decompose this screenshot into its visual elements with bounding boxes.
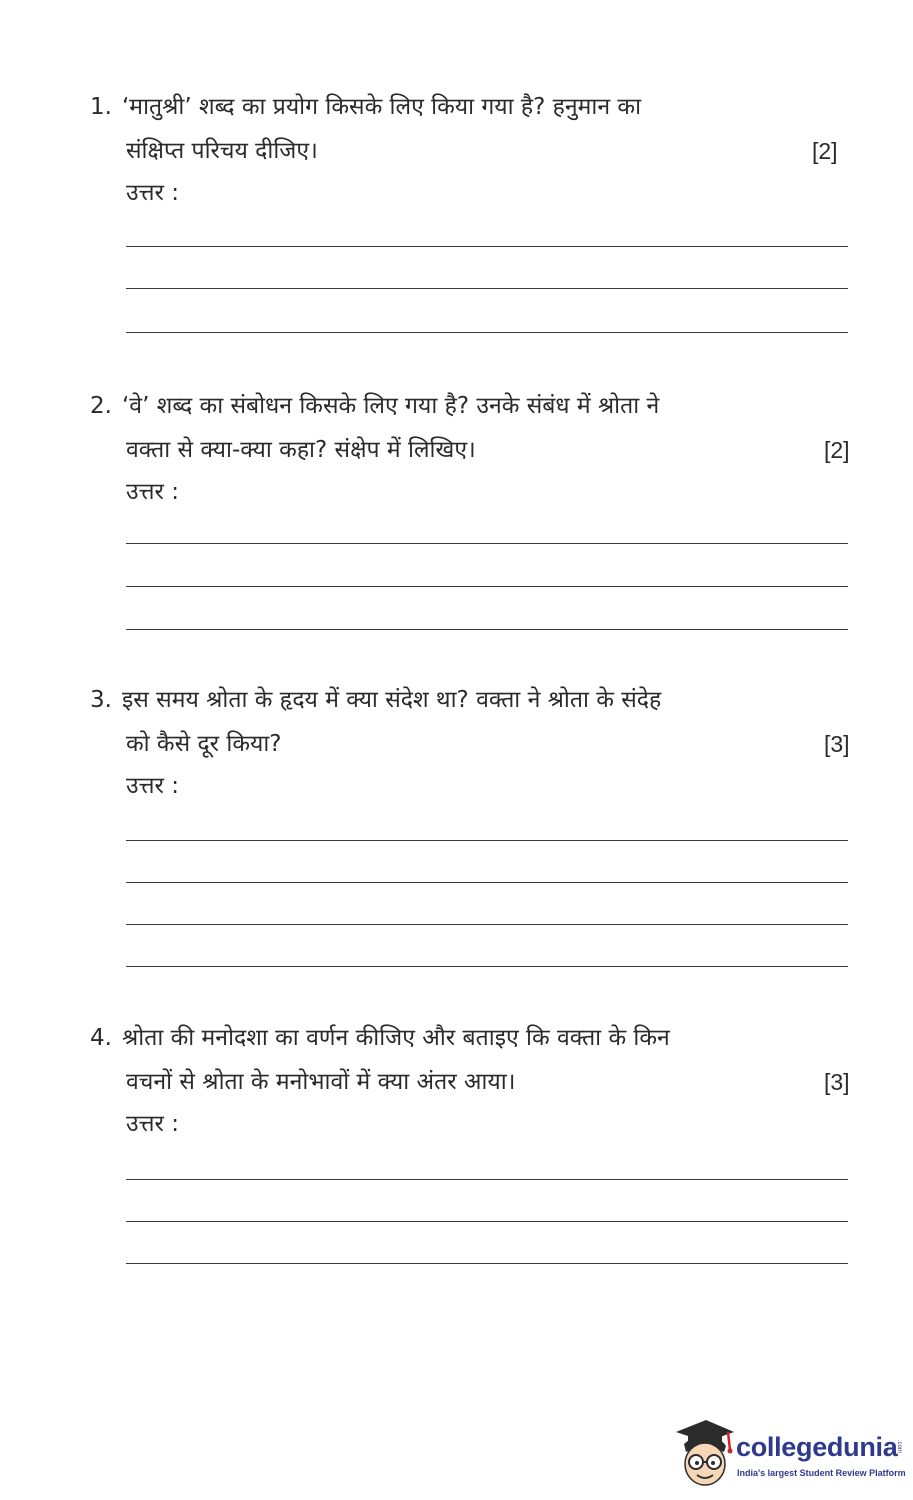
question-text-line2: संक्षिप्त परिचय दीजिए। xyxy=(126,138,318,164)
question-text-line1: 3. इस समय श्रोता के हृदय में क्या संदेश था? वक्ता ने श्रोता के संदेह xyxy=(90,687,662,713)
logo-domain-suffix: .com xyxy=(896,1440,902,1454)
answer-line[interactable] xyxy=(126,1179,848,1180)
answer-label: उत्तर : xyxy=(126,773,179,799)
answer-label: उत्तर : xyxy=(126,1111,179,1137)
answer-line[interactable] xyxy=(126,246,848,247)
question-text-line1: 4. श्रोता की मनोदशा का वर्णन कीजिए और बताइए कि वक्ता के किन xyxy=(90,1025,670,1051)
marks-label: [3] xyxy=(824,1069,850,1095)
answer-line[interactable] xyxy=(126,840,848,841)
mascot-icon xyxy=(672,1418,736,1490)
question-text-line2: वचनों से श्रोता के मनोभावों में क्या अंतर आया। xyxy=(126,1069,516,1095)
answer-line[interactable] xyxy=(126,332,848,333)
question-text-line2: को कैसे दूर किया? xyxy=(126,731,282,757)
logo-wordmark: collegedunia xyxy=(736,1432,898,1462)
answer-line[interactable] xyxy=(126,1263,848,1264)
question-number: 1. xyxy=(90,94,112,120)
answer-line[interactable] xyxy=(126,966,848,967)
answer-line[interactable] xyxy=(126,586,848,587)
answer-line[interactable] xyxy=(126,629,848,630)
answer-line[interactable] xyxy=(126,882,848,883)
marks-label: [2] xyxy=(812,138,838,164)
answer-line[interactable] xyxy=(126,543,848,544)
question-text-line1: 1. ‘मातुश्री’ शब्द का प्रयोग किसके लिए किया गया है? हनुमान का xyxy=(90,94,642,120)
marks-label: [3] xyxy=(824,731,850,757)
question-number: 4. xyxy=(90,1025,112,1051)
question-number: 3. xyxy=(90,687,112,713)
question-text-line2: वक्ता से क्या-क्या कहा? संक्षेप में लिखिए। xyxy=(126,437,476,463)
answer-line[interactable] xyxy=(126,288,848,289)
answer-label: उत्तर : xyxy=(126,180,179,206)
question-number: 2. xyxy=(90,393,112,419)
logo-tagline: India's largest Student Review Platform xyxy=(737,1468,906,1478)
marks-label: [2] xyxy=(824,437,850,463)
answer-line[interactable] xyxy=(126,1221,848,1222)
collegedunia-logo[interactable] xyxy=(672,1418,908,1490)
answer-line[interactable] xyxy=(126,924,848,925)
answer-label: उत्तर : xyxy=(126,479,179,505)
question-text-line1: 2. ‘वे’ शब्द का संबोधन किसके लिए गया है? उनके संबंध में श्रोता ने xyxy=(90,393,660,419)
